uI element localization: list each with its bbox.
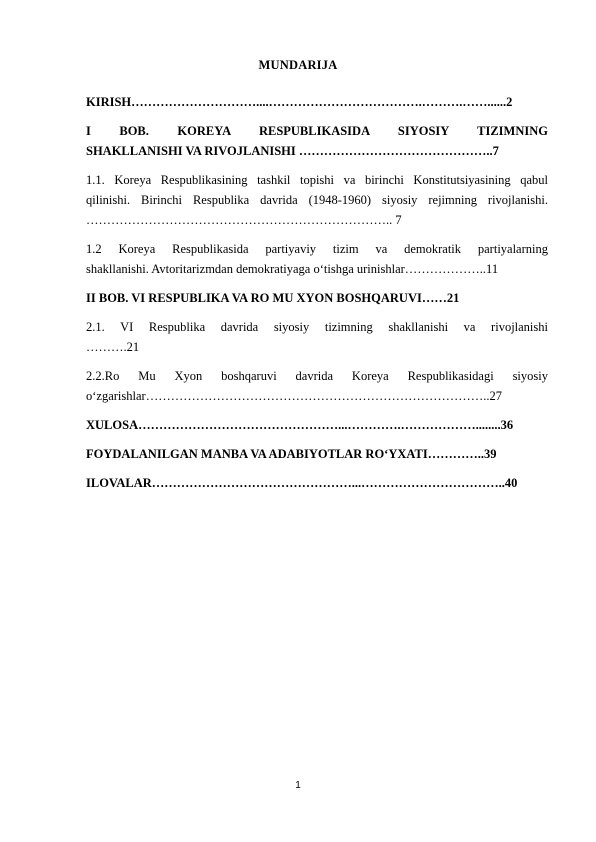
toc-entry[interactable] <box>86 473 548 493</box>
toc-entry[interactable] <box>86 415 548 435</box>
toc-entry-line: o‘zgarishlar………………………………………………………………………..27 <box>86 389 502 403</box>
toc-entry-line: ILOVALAR…………………………………………...……………………………..40 <box>86 476 518 490</box>
toc-entry-line: II BOB. VI RESPUBLIKA VA RO MU XYON BOSHQARUVI……21 <box>86 291 460 305</box>
toc-entry[interactable] <box>86 288 548 308</box>
table-of-contents <box>86 92 548 502</box>
toc-entry[interactable] <box>86 317 548 357</box>
toc-title: MUNDARIJA <box>258 58 338 72</box>
toc-entry-line: I BOB. KOREYA RESPUBLIKASIDA SIYOSIY TIZIMNING <box>86 124 548 138</box>
toc-entry-line: 1.2 Koreya Respublikasida partiyaviy tizim va demokratik partiyalarning <box>86 242 548 256</box>
toc-entry-line: ……….21 <box>86 340 140 354</box>
toc-entry-line: 2.2.Ro Mu Xyon boshqaruvi davrida Koreya Respublikasidagi siyosiy <box>86 369 548 383</box>
toc-entry-line: SHAKLLANISHI VA RIVOJLANISHI ………………………………………..7 <box>86 144 499 158</box>
page-number: 1 <box>295 780 301 791</box>
toc-entry-line: XULOSA…………………………………………...………….………………........36 <box>86 418 514 432</box>
toc-entry-line: ……………………………………………………………….. 7 <box>86 213 402 227</box>
toc-entry-line: 1.1. Koreya Respublikasining tashkil topishi va birinchi Konstitutsiyasining qabul <box>86 173 548 187</box>
toc-entry[interactable] <box>86 92 548 112</box>
toc-entry[interactable] <box>86 170 548 230</box>
toc-entry-line: FOYDALANILGAN MANBA VA ADABIYOTLAR RO‘YXATI…………..39 <box>86 447 497 461</box>
toc-entry-line: 2.1. VI Respublika davrida siyosiy tizimning shakllanishi va rivojlanishi <box>86 320 548 334</box>
toc-entry[interactable] <box>86 366 548 406</box>
toc-entry-line: KIRISH…………………………....……………………………….……….……......2 <box>86 95 513 109</box>
toc-entry[interactable] <box>86 239 548 279</box>
toc-entry-line: shakllanishi. Avtoritarizmdan demokratiyaga o‘tishga urinishlar………………..11 <box>86 262 499 276</box>
toc-entry[interactable] <box>86 121 548 161</box>
toc-entry[interactable] <box>86 444 548 464</box>
toc-entry-line: qilinishi. Birinchi Respublika davrida (1948-1960) siyosiy rejimning rivojlanishi. <box>86 193 548 207</box>
